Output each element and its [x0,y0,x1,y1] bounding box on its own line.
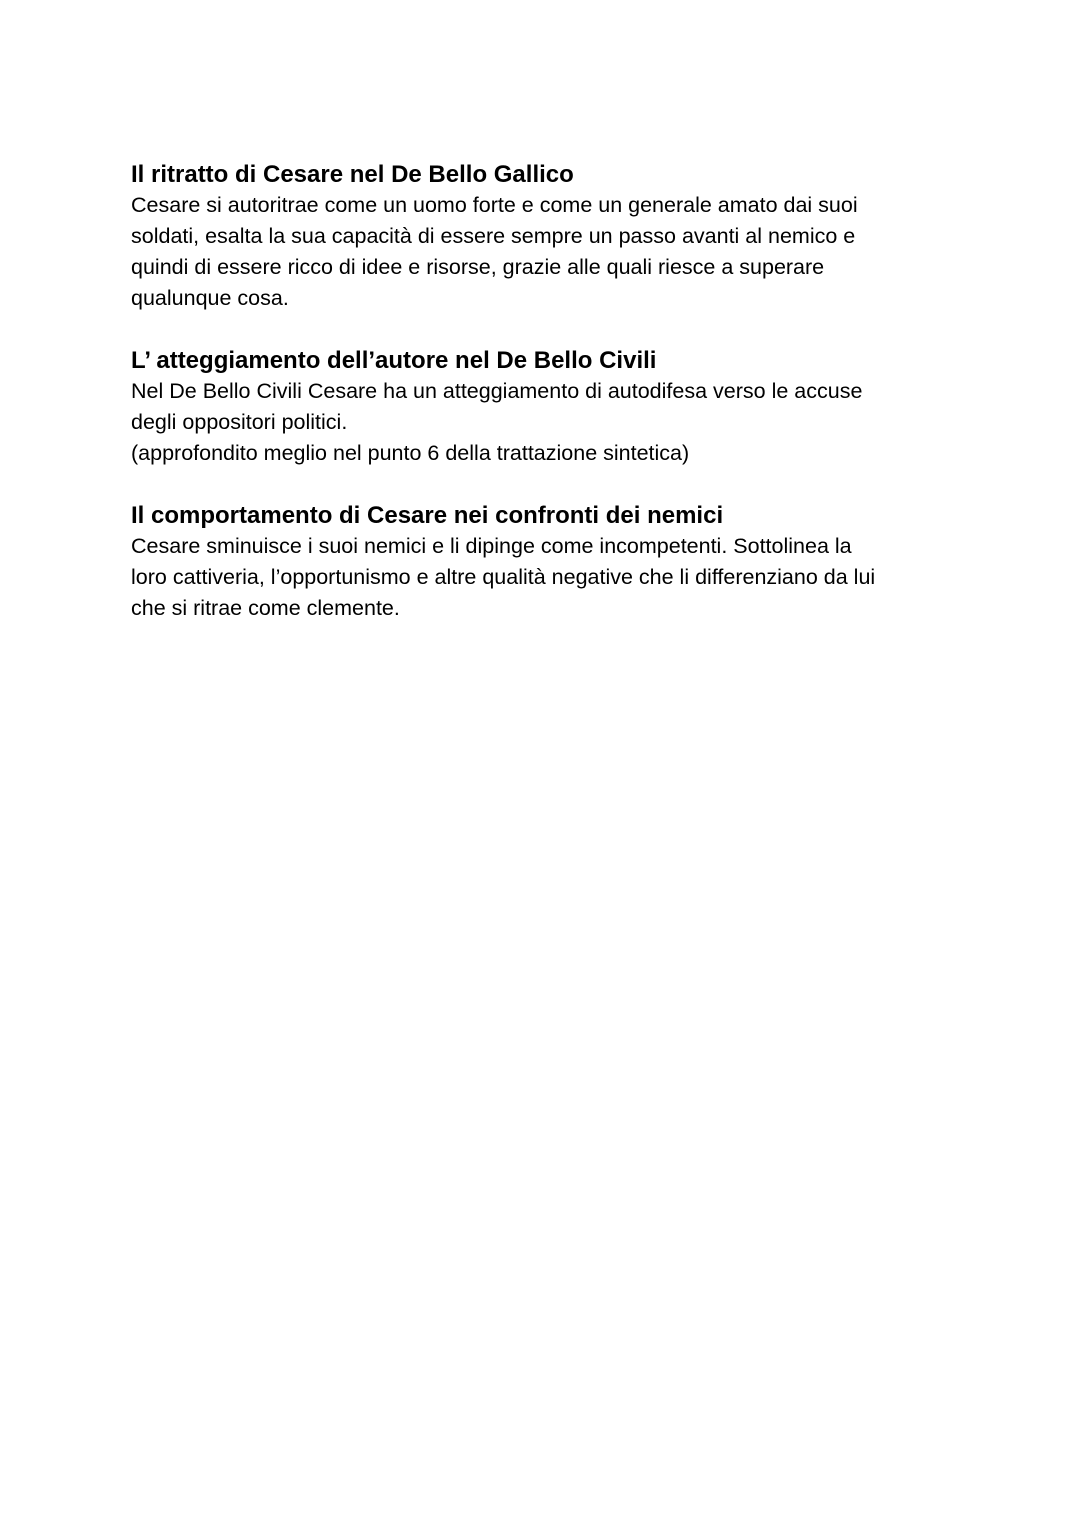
paragraph-line: qualunque cosa. [131,286,289,310]
section-comportamento-nemici [131,500,961,624]
paragraph-line: che si ritrae come clemente. [131,596,400,620]
paragraph-line: loro cattiveria, l’opportunismo e altre qualità negative che li differenziano da lui [131,565,876,589]
paragraph-line: Nel De Bello Civili Cesare ha un atteggiamento di autodifesa verso le accuse [131,379,863,403]
paragraph-line: Cesare si autoritrae come un uomo forte e come un generale amato dai suoi [131,193,858,217]
document-page [131,159,961,655]
section-heading: L’ atteggiamento dell’autore nel De Bello Civili [131,347,657,374]
paragraph-line: degli oppositori politici. [131,410,348,434]
paragraph-line: Cesare sminuisce i suoi nemici e li dipinge come incompetenti. Sottolinea la [131,534,852,558]
paragraph-line: (approfondito meglio nel punto 6 della trattazione sintetica) [131,441,690,465]
paragraph-line: quindi di essere ricco di idee e risorse, grazie alle quali riesce a superare [131,255,825,279]
section-ritratto-cesare [131,159,961,314]
section-heading: Il ritratto di Cesare nel De Bello Gallico [131,161,574,188]
paragraph-line: soldati, esalta la sua capacità di essere sempre un passo avanti al nemico e [131,224,856,248]
section-heading: Il comportamento di Cesare nei confronti dei nemici [131,502,724,529]
section-atteggiamento-autore [131,345,961,469]
